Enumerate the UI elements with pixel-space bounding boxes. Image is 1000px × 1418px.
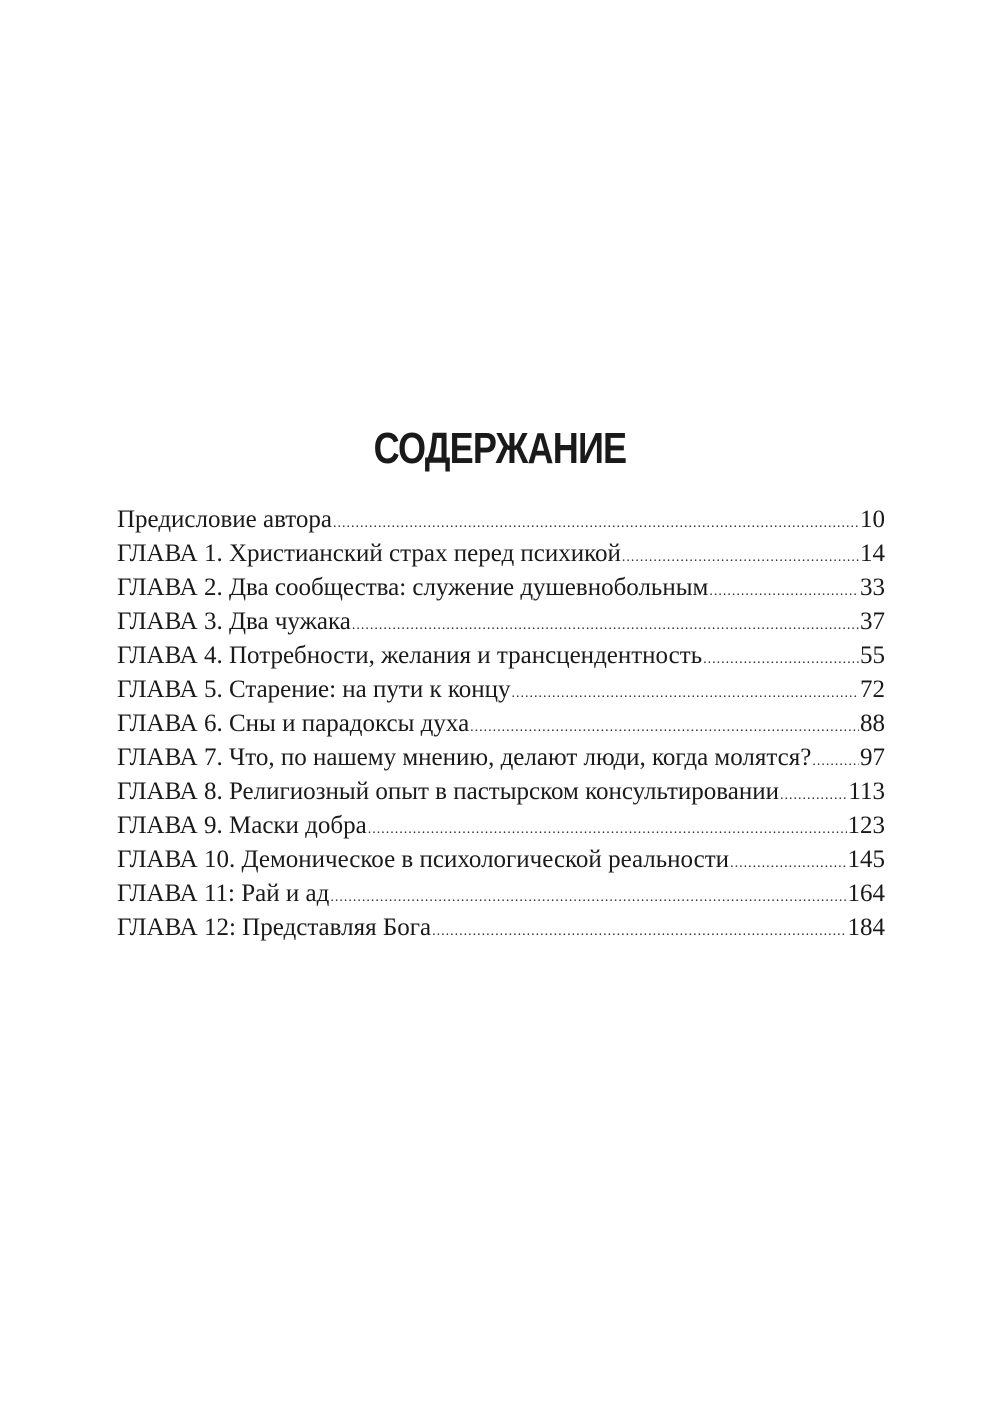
toc-entry-page: 14 <box>860 540 885 567</box>
toc-entry-page: 123 <box>847 812 885 839</box>
toc-entry-title: ГЛАВА 4. Потребности, желания и трансцендентность <box>117 642 703 669</box>
toc-entry-page: 55 <box>860 642 885 669</box>
toc-entry <box>117 571 885 605</box>
toc-entry-title: Предисловие автора <box>117 506 332 533</box>
toc-entry <box>117 877 885 911</box>
toc-entry-title: ГЛАВА 8. Религиозный опыт в пастырском консультировании <box>117 778 779 805</box>
toc-entry-page: 164 <box>847 880 885 907</box>
toc-entry <box>117 911 885 945</box>
toc-entry-page: 88 <box>860 710 885 737</box>
toc-entry-title: ГЛАВА 10. Демоническое в психологической реальности <box>117 846 730 873</box>
toc-leader-dots <box>470 711 859 745</box>
toc-leader-dots <box>333 507 859 541</box>
toc-entry-title: ГЛАВА 11: Рай и ад <box>117 880 330 907</box>
toc-entry-title: ГЛАВА 12: Представляя Бога <box>117 914 432 941</box>
toc-leader-dots <box>730 847 846 881</box>
toc-entry <box>117 639 885 673</box>
toc-entry-page: 113 <box>848 778 885 805</box>
toc-entry-page: 33 <box>860 574 885 601</box>
toc-entry <box>117 775 885 809</box>
toc-leader-dots <box>812 745 859 779</box>
toc-entry-page: 72 <box>860 676 885 703</box>
toc-leader-dots <box>352 609 859 643</box>
toc-entry <box>117 605 885 639</box>
toc-leader-dots <box>780 779 847 813</box>
toc-entry-title: ГЛАВА 9. Маски добра <box>117 812 367 839</box>
table-of-contents <box>117 503 885 945</box>
toc-entry-title: ГЛАВА 1. Христианский страх перед психикой <box>117 540 621 567</box>
toc-entry <box>117 843 885 877</box>
toc-leader-dots <box>512 677 860 711</box>
toc-leader-dots <box>709 575 859 609</box>
toc-entry-title: ГЛАВА 7. Что, по нашему мнению, делают люди, когда молятся? <box>117 744 812 771</box>
toc-entry-title: ГЛАВА 6. Сны и парадоксы духа <box>117 710 470 737</box>
toc-leader-dots <box>703 643 859 677</box>
toc-entry-title: ГЛАВА 2. Два сообщества: служение душевнобольным <box>117 574 709 601</box>
page-title: СОДЕРЖАНИЕ <box>373 424 627 474</box>
toc-leader-dots <box>330 881 846 915</box>
toc-entry-page: 37 <box>860 608 885 635</box>
toc-entry <box>117 741 885 775</box>
toc-entry <box>117 707 885 741</box>
toc-entry-page: 97 <box>860 744 885 771</box>
toc-leader-dots <box>368 813 847 847</box>
toc-entry-title: ГЛАВА 5. Старение: на пути к концу <box>117 676 511 703</box>
toc-entry <box>117 809 885 843</box>
toc-entry-page: 10 <box>860 506 885 533</box>
toc-entry <box>117 673 885 707</box>
toc-entry <box>117 503 885 537</box>
toc-entry-page: 184 <box>847 914 885 941</box>
toc-entry-page: 145 <box>847 846 885 873</box>
toc-entry <box>117 537 885 571</box>
toc-leader-dots <box>432 915 846 949</box>
toc-entry-title: ГЛАВА 3. Два чужака <box>117 608 351 635</box>
toc-leader-dots <box>622 541 859 575</box>
